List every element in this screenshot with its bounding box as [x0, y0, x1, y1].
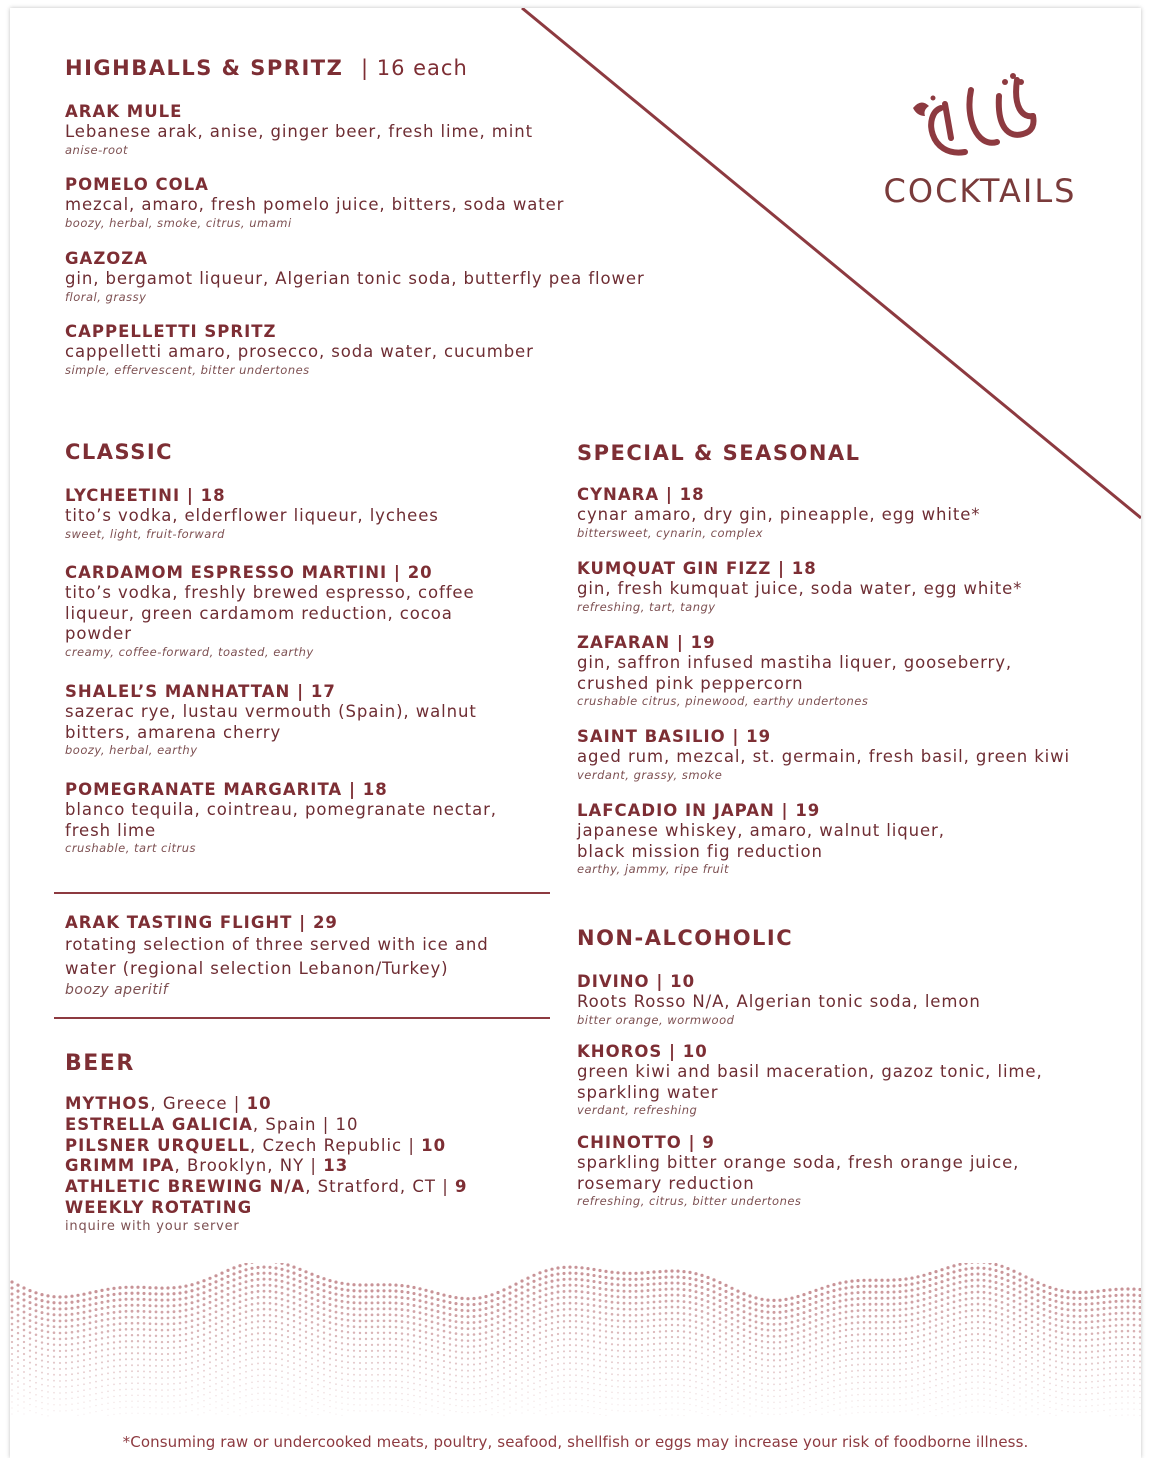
item-name: KHOROS | 10 — [577, 1042, 708, 1061]
menu-item-pomegranate-margarita — [65, 780, 545, 855]
item-notes: crushable citrus, pinewood, earthy undertones — [577, 694, 869, 708]
item-notes: boozy, herbal, earthy — [65, 743, 198, 757]
menu-item-gazoza — [65, 249, 765, 304]
item-name: CHINOTTO | 9 — [577, 1133, 715, 1152]
beer-row — [65, 1094, 467, 1115]
divider-bottom — [54, 1017, 550, 1019]
menu-item-kumquat-gin-fizz — [577, 559, 1117, 614]
item-name: KUMQUAT GIN FIZZ | 18 — [577, 559, 817, 578]
item-name: LYCHEETINI | 18 — [65, 486, 226, 505]
beer-name: WEEKLY ROTATING — [65, 1197, 253, 1217]
item-desc: sparkling bitter orange soda, fresh orange juice, rosemary reduction — [577, 1153, 1020, 1193]
beer-row — [65, 1177, 467, 1198]
special-title: SPECIAL & SEASONAL — [577, 441, 861, 465]
menu-item-pomelo-cola — [65, 175, 765, 230]
beer-origin: , Stratford, CT | — [305, 1177, 455, 1197]
item-name: CYNARA | 18 — [577, 485, 705, 504]
menu-item-khoros — [577, 1042, 1047, 1117]
item-desc: tito’s vodka, freshly brewed espresso, coffee liqueur, green cardamom reduction, cocoa powder — [65, 583, 475, 643]
item-desc: sazerac rye, lustau vermouth (Spain), walnut bitters, amarena cherry — [65, 702, 477, 742]
item-notes: boozy aperitif — [65, 982, 169, 998]
item-desc: cynar amaro, dry gin, pineapple, egg white* — [577, 505, 981, 524]
item-notes: simple, effervescent, bitter undertones — [65, 362, 310, 377]
logo — [865, 68, 1095, 210]
beer-row — [65, 1115, 467, 1136]
item-name: ARAK TASTING FLIGHT | 29 — [65, 913, 338, 932]
menu-item-lafcadio-in-japan — [577, 801, 997, 876]
beer-price: 10 — [246, 1094, 272, 1113]
nonalc-title: NON-ALCOHOLIC — [577, 926, 794, 950]
foodborne-illness-disclaimer: *Consuming raw or undercooked meats, poultry, seafood, shellfish or eggs may increase your risk of foodborne illness. — [122, 1433, 1029, 1451]
menu-item-lycheetini — [65, 486, 535, 541]
beer-origin: , Brooklyn, NY | — [174, 1156, 324, 1176]
item-desc: green kiwi and basil maceration, gazoz tonic, lime, sparkling water — [577, 1062, 1043, 1102]
item-name: CAPPELLETTI SPRITZ — [65, 322, 277, 341]
item-notes: bittersweet, cynarin, complex — [577, 525, 764, 540]
item-notes: boozy, herbal, smoke, citrus, umami — [65, 215, 292, 230]
arabic-logo-mark — [905, 68, 1055, 168]
item-desc: Lebanese arak, anise, ginger beer, fresh lime, mint — [65, 122, 533, 141]
item-desc: Roots Rosso N/A, Algerian tonic soda, lemon — [577, 992, 981, 1011]
item-name: ZAFARAN | 19 — [577, 633, 716, 652]
item-name: ARAK MULE — [65, 102, 183, 121]
menu-item-zafaran — [577, 633, 1077, 708]
menu-item-chinotto — [577, 1133, 1077, 1208]
beer-name: PILSNER URQUELL — [65, 1135, 250, 1155]
beer-row — [65, 1136, 467, 1157]
menu-item-cardamom-espresso-martini — [65, 563, 515, 659]
item-desc: blanco tequila, cointreau, pomegranate nectar, fresh lime — [65, 800, 497, 840]
item-desc: cappelletti amaro, prosecco, soda water, cucumber — [65, 342, 534, 361]
beer-origin: , Greece | — [150, 1094, 247, 1113]
menu-item-cappelletti-spritz — [65, 322, 765, 377]
menu-item-saint-basilio — [577, 727, 1132, 782]
item-notes: anise-root — [65, 142, 129, 157]
menu-page — [10, 8, 1141, 1458]
item-desc: aged rum, mezcal, st. germain, fresh basil, green kiwi — [577, 747, 1071, 766]
beer-name: GRIMM IPA — [65, 1156, 175, 1176]
item-notes: verdant, refreshing — [577, 1103, 698, 1117]
menu-item-arak-mule — [65, 102, 765, 157]
item-notes: bitter orange, wormwood — [577, 1012, 735, 1027]
item-notes: earthy, jammy, ripe fruit — [577, 862, 729, 876]
highballs-price: | 16 each — [360, 56, 468, 80]
beer-list — [65, 1094, 467, 1234]
beer-row — [65, 1198, 467, 1219]
item-notes: refreshing, tart, tangy — [577, 599, 716, 614]
beer-name: MYTHOS — [65, 1094, 151, 1113]
item-name: POMELO COLA — [65, 175, 209, 194]
beer-price: 13 — [323, 1156, 349, 1176]
menu-item-divino — [577, 972, 1117, 1027]
beer-price: 9 — [455, 1177, 468, 1197]
cocktails-wordmark: COCKTAILS — [883, 172, 1077, 210]
beer-price: 10 — [421, 1135, 447, 1155]
item-name: SAINT BASILIO | 19 — [577, 727, 772, 746]
menu-item-arak-tasting-flight — [65, 913, 545, 999]
item-desc: japanese whiskey, amaro, walnut liquer, black mission fig reduction — [577, 821, 945, 861]
item-desc: gin, saffron infused mastiha liquer, gooseberry, crushed pink peppercorn — [577, 653, 1013, 693]
item-notes: floral, grassy — [65, 289, 147, 304]
item-name: POMEGRANATE MARGARITA | 18 — [65, 780, 388, 799]
item-notes: verdant, grassy, smoke — [577, 767, 723, 782]
item-name: CARDAMOM ESPRESSO MARTINI | 20 — [65, 563, 433, 582]
item-name: GAZOZA — [65, 249, 149, 268]
item-desc: gin, fresh kumquat juice, soda water, egg white* — [577, 579, 1023, 598]
item-notes: creamy, coffee-forward, toasted, earthy — [65, 644, 314, 659]
item-notes: refreshing, citrus, bitter undertones — [577, 1194, 802, 1208]
item-desc: gin, bergamot liqueur, Algerian tonic soda, butterfly pea flower — [65, 269, 645, 288]
classic-title: CLASSIC — [65, 440, 174, 464]
item-notes: crushable, tart citrus — [65, 841, 197, 855]
beer-origin: , Czech Republic | — [250, 1135, 422, 1155]
beer-note: inquire with your server — [65, 1218, 240, 1234]
highballs-title — [65, 56, 468, 80]
item-desc: rotating selection of three served with ice and water (regional selection Lebanon/Turkey) — [65, 935, 489, 978]
dotted-wave-decoration — [10, 1263, 1141, 1428]
divider-top — [54, 892, 550, 894]
beer-row — [65, 1156, 467, 1177]
menu-item-cynara — [577, 485, 1117, 540]
beer-name: ATHLETIC BREWING N/A — [65, 1177, 306, 1197]
item-name: LAFCADIO IN JAPAN | 19 — [577, 801, 821, 820]
item-name: DIVINO | 10 — [577, 972, 696, 991]
highballs-title-text: HIGHBALLS & SPRITZ — [65, 56, 344, 80]
beer-origin: , Spain | 10 — [252, 1114, 359, 1134]
beer-name: ESTRELLA GALICIA — [65, 1114, 253, 1134]
item-name: SHALEL’S MANHATTAN | 17 — [65, 682, 336, 701]
item-desc: tito’s vodka, elderflower liqueur, lychees — [65, 506, 439, 525]
menu-item-shalels-manhattan — [65, 682, 525, 757]
beer-title: BEER — [65, 1051, 135, 1076]
item-notes: sweet, light, fruit-forward — [65, 526, 225, 541]
item-desc: mezcal, amaro, fresh pomelo juice, bitters, soda water — [65, 195, 565, 214]
